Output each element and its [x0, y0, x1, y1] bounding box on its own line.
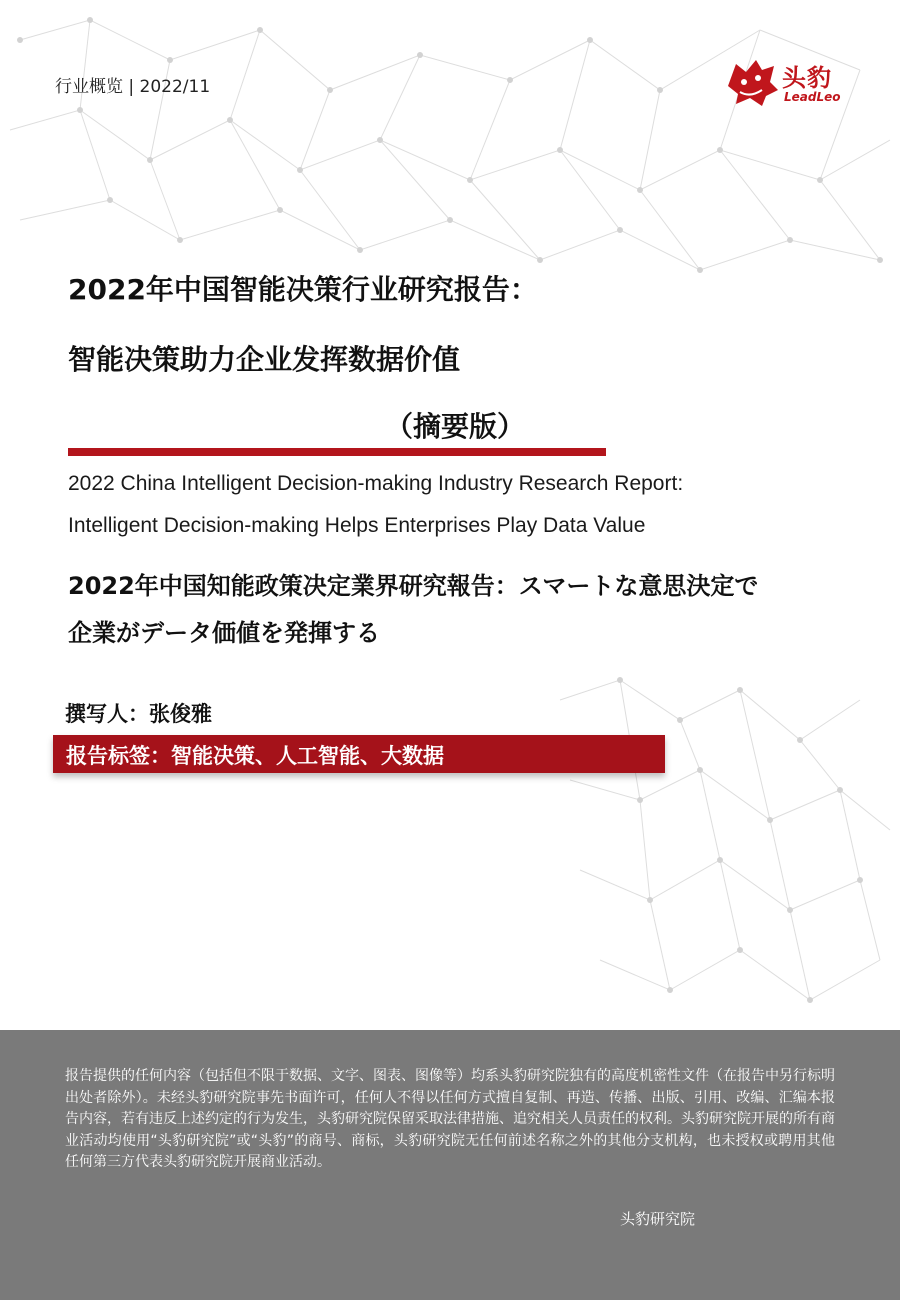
english-title-line-2: Intelligent Decision-making Helps Enterprises Play Data Value [68, 514, 646, 537]
footer-organization: 头豹研究院 [620, 1210, 696, 1228]
japanese-title-line-2: 企業がデータ価値を発揮する [68, 619, 380, 647]
japanese-title-line-1: 2022年中国知能政策决定業界研究報告：スマートな意思決定で [68, 572, 759, 600]
title-divider [68, 448, 606, 456]
report-tags-banner [53, 735, 665, 773]
leopard-head-icon [722, 56, 780, 108]
logo-english-name: LeadLeo [784, 90, 841, 104]
leadleo-logo [722, 52, 852, 112]
english-title-line-1: 2022 China Intelligent Decision-making Industry Research Report: [68, 472, 684, 495]
confidentiality-disclaimer: 报告提供的任何内容（包括但不限于数据、文字、图表、图像等）均系头豹研究院独有的高度机密性文件（在报告中另行标明出处者除外）。未经头豹研究院事先书面许可，任何人不得以任何方式擅自复制、再造、传播、出版、引用、改编、汇编本报告内容，若有违反上述约定的行为发生，头豹研究院保留采取法律措施、追究相关人员责任的权利。头豹研究院开展的所有商业活动均使用“头豹研究院”或“头豹”的商号、商标，头豹研究院无任何前述名称之外的其他分支机构，也未授权或聘用其他任何第三方代表头豹研究院开展商业活动。 [65, 1068, 835, 1171]
logo-chinese-name: 头豹 [782, 64, 832, 92]
report-title-line-1: 2022年中国智能决策行业研究报告： [68, 273, 538, 306]
footer-disclaimer-panel [0, 1030, 900, 1300]
report-tags-text: 报告标签：智能决策、人工智能、大数据 [66, 744, 444, 768]
report-title-edition: （摘要版） [385, 410, 526, 443]
author-line: 撰写人：张俊雅 [65, 702, 212, 726]
report-type-date: 行业概览 | 2022/11 [55, 77, 211, 97]
report-title-line-2: 智能决策助力企业发挥数据价值 [68, 343, 461, 376]
